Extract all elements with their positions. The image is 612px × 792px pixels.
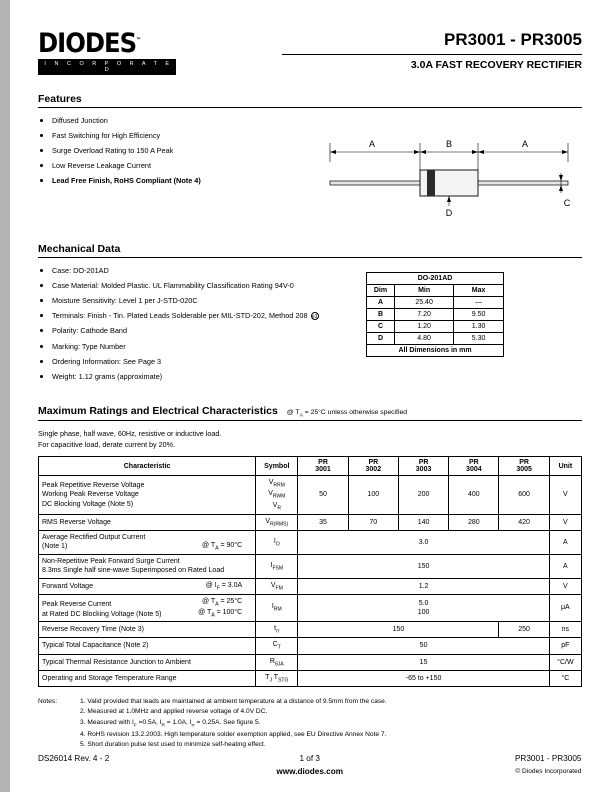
unit-cell: °C — [549, 670, 581, 686]
table-row — [367, 333, 504, 345]
mechanical-item: Polarity: Cathode Band — [38, 326, 366, 335]
note-item: 3. Measured with $I_F =0.5A$, $I_R = 1.0A$, $I_{rr} = 0.25A$. See figure 5. — [80, 718, 261, 729]
mechanical-item-text: Terminals: Finish - Tin. Plated Leads Solderable per MIL-STD-202, Method 208 — [52, 311, 308, 321]
characteristic-cell — [39, 594, 256, 621]
value-cell: 280 — [449, 514, 499, 530]
condition-text: @ $T_A = 90^\circ C$ — [202, 541, 243, 551]
note-item: 5. Short duration pulse test used to minimize self-heating effect. — [80, 741, 266, 749]
value-cell: 3.0 — [298, 530, 549, 554]
value-cell: 15 — [298, 654, 549, 670]
notes-list — [80, 697, 387, 751]
mechanical-item: Case: DO-201AD — [38, 266, 366, 275]
characteristic-text: Forward Voltage — [42, 583, 93, 591]
dimensions-table-header-row — [367, 285, 504, 297]
mechanical-item: Ordering Information: See Page 3 — [38, 357, 366, 366]
mechanical-item: Case Material: Molded Plastic. UL Flammability Classification Rating 94V-0 — [38, 281, 366, 290]
value-cell: 420 — [499, 514, 549, 530]
page-edge-bar — [0, 0, 10, 792]
value-cell: 1.2 — [298, 578, 549, 594]
unit-cell: V — [549, 578, 581, 594]
max-cell: 5.30 — [454, 333, 504, 345]
dim-label-d: D — [445, 208, 453, 218]
diodes-logo — [38, 30, 176, 75]
min-cell: 25.40 — [395, 297, 454, 309]
symbol-cell: $C_T$ — [256, 638, 298, 654]
ratings-intro-line: For capacitive load, derate current by 20%. — [38, 439, 176, 449]
mechanical-list-wrap — [38, 266, 366, 387]
ratings-table — [38, 456, 582, 687]
symbol-cell: $V_{R(RMS)}$ — [256, 514, 298, 530]
footer-right — [400, 754, 581, 776]
col-model-pr3003: PR 3003 — [398, 457, 448, 476]
notes-section — [38, 697, 582, 751]
value-cell: 250 — [499, 622, 549, 638]
footer — [38, 754, 582, 776]
characteristic-cell — [39, 530, 256, 554]
symbol-cell: $V_{RRM}$ $V_{RWM}$ $V_R$ — [256, 476, 298, 515]
max-cell: — — [454, 297, 504, 309]
unit-cell: A — [549, 554, 581, 578]
ratings-row-average-output-current — [39, 530, 582, 554]
trademark-symbol: ™ — [136, 37, 141, 44]
ratings-row-thermal-resistance — [39, 654, 582, 670]
unit-cell: A — [549, 530, 581, 554]
characteristic-cell: Peak Repetitive Reverse Voltage Working Peak Reverse Voltage DC Blocking Voltage (Note 5) — [39, 476, 256, 515]
ratings-intro — [38, 429, 582, 450]
value-cell: 150 — [298, 554, 549, 578]
dimensions-table-title-row — [367, 273, 504, 285]
dimensions-table-footer-row — [367, 345, 504, 357]
condition-text: @ $I_F = 3.0A$ — [205, 581, 243, 592]
ratings-intro-line: Single phase, half wave, 60Hz, resistive or inductive load. — [38, 429, 222, 439]
col-model-pr3004: PR 3004 — [449, 457, 499, 476]
symbol-cell: $I_{RM}$ — [256, 594, 298, 621]
condition-text: @ $T_A = 25^\circ C$ @ $T_A = 100^\circ C$ — [198, 597, 243, 619]
mechanical-item: Moisture Sensitivity: Level 1 per J-STD-020C — [38, 296, 366, 305]
dimensions-table-title: DO-201AD — [367, 273, 504, 285]
table-row — [367, 321, 504, 333]
copyright: © Diodes Incorporated — [515, 768, 582, 775]
mechanical-list — [38, 266, 366, 381]
features-section — [38, 116, 582, 225]
note-item: 4. RoHS revision 13.2.2003. High temperature solder exemption applied, see EU Directive Annex Note 7. — [80, 730, 387, 738]
min-cell: 4.80 — [395, 333, 454, 345]
unit-cell: μA — [549, 594, 581, 621]
characteristic-cell: Reverse Recovery Time (Note 3) — [39, 622, 256, 638]
characteristic-cell: RMS Reverse Voltage — [39, 514, 256, 530]
header — [38, 30, 582, 75]
characteristic-text: Average Rectified Output Current (Note 1) — [42, 533, 146, 551]
value-cell: 50 — [298, 476, 348, 515]
mechanical-heading: Mechanical Data — [38, 243, 582, 258]
dim-cell: B — [367, 309, 395, 321]
feature-item: Diffused Junction — [38, 116, 320, 125]
symbol-cell: $R_{\theta JA}$ — [256, 654, 298, 670]
unit-cell: V — [549, 476, 581, 515]
unit-cell: pF — [549, 638, 581, 654]
page-content — [38, 30, 582, 751]
col-symbol: Symbol — [256, 457, 298, 476]
part-number-footer: PR3001 - PR3005 — [514, 754, 582, 763]
col-characteristic: Characteristic — [39, 457, 256, 476]
value-cell: 150 — [298, 622, 499, 638]
unit-cell: ns — [549, 622, 581, 638]
dimensions-units-note: All Dimensions in mm — [367, 345, 504, 357]
symbol-cell: $t_{rr}$ — [256, 622, 298, 638]
unit-cell: V — [549, 514, 581, 530]
ratings-row-surge-current — [39, 554, 582, 578]
value-cell: 100 — [348, 476, 398, 515]
value-cell: -65 to +150 — [298, 670, 549, 686]
characteristic-cell: Operating and Storage Temperature Range — [39, 670, 256, 686]
ratings-row-rms-voltage — [39, 514, 582, 530]
characteristic-text: Peak Reverse Current at Rated DC Blocking Voltage (Note 5) — [42, 601, 162, 618]
page-indicator: 1 of 3 — [299, 754, 320, 763]
feature-item: Lead Free Finish, RoHS Compliant (Note 4) — [38, 176, 320, 185]
ratings-row-reverse-voltage — [39, 476, 582, 515]
value-cell: 50 — [298, 638, 549, 654]
col-model-pr3001: PR 3001 — [298, 457, 348, 476]
title-block — [282, 30, 582, 71]
features-list — [38, 116, 320, 186]
website-url[interactable]: www.diodes.com — [276, 767, 343, 776]
col-model-pr3005: PR 3005 — [499, 457, 549, 476]
dim-label-a-right: A — [521, 139, 529, 149]
ratings-heading-condition: @ $T_A = 25^\circ C$ unless otherwise specified — [286, 408, 408, 419]
features-list-wrap — [38, 116, 320, 225]
logo-text: DIODES — [38, 28, 137, 59]
dim-cell: C — [367, 321, 395, 333]
package-diagram — [320, 130, 582, 220]
dim-col-header: Dim — [367, 285, 395, 297]
unit-cell: °C/W — [549, 654, 581, 670]
max-cell: 1.30 — [454, 321, 504, 333]
characteristic-cell: Typical Thermal Resistance Junction to Ambient — [39, 654, 256, 670]
mechanical-item: Marking: Type Number — [38, 342, 366, 351]
package-diagram-wrap — [320, 116, 582, 225]
mechanical-section — [38, 266, 582, 387]
ratings-heading-text: Maximum Ratings and Electrical Characteristics — [38, 404, 278, 417]
feature-item: Surge Overload Rating to 150 A Peak — [38, 146, 320, 155]
footer-center — [219, 754, 400, 776]
dim-cell: D — [367, 333, 395, 345]
doc-number: DS26014 Rev. 4 - 2 — [38, 754, 110, 763]
col-model-pr3002: PR 3002 — [348, 457, 398, 476]
characteristic-cell: Typical Total Capacitance (Note 2) — [39, 638, 256, 654]
ratings-row-capacitance — [39, 638, 582, 654]
value-cell: 140 — [398, 514, 448, 530]
part-number-title: PR3001 - PR3005 — [444, 30, 582, 49]
characteristic-cell — [39, 578, 256, 594]
dim-label-a-left: A — [368, 139, 376, 149]
min-cell: 7.20 — [395, 309, 454, 321]
symbol-cell: $V_{FM}$ — [256, 578, 298, 594]
ratings-heading — [38, 405, 582, 421]
mechanical-item — [38, 311, 366, 320]
footer-left — [38, 754, 219, 776]
value-cell: 400 — [449, 476, 499, 515]
ratings-header-row — [39, 457, 582, 476]
max-col-header: Max — [454, 285, 504, 297]
value-cell: 35 — [298, 514, 348, 530]
symbol-cell: $T_J$ $T_{STG}$ — [256, 670, 298, 686]
features-heading: Features — [38, 93, 582, 108]
ratings-row-forward-voltage — [39, 578, 582, 594]
min-col-header: Min — [395, 285, 454, 297]
feature-item: Low Reverse Leakage Current — [38, 161, 320, 170]
ratings-row-temperature-range — [39, 670, 582, 686]
value-cell: 200 — [398, 476, 448, 515]
min-cell: 1.20 — [395, 321, 454, 333]
logo-wordmark — [38, 30, 176, 57]
symbol-cell: $I_O$ — [256, 530, 298, 554]
table-row — [367, 309, 504, 321]
dim-cell: A — [367, 297, 395, 309]
mechanical-item: Weight: 1.12 grams (approximate) — [38, 372, 366, 381]
max-cell: 9.50 — [454, 309, 504, 321]
dimensions-table-wrap — [366, 266, 504, 387]
dim-label-b: B — [445, 139, 453, 149]
ratings-row-reverse-recovery-time — [39, 622, 582, 638]
characteristic-cell: Non-Repetitive Peak Forward Surge Current 8.3ms Single half sine-wave Superimposed on Rated Load — [39, 554, 256, 578]
rohs-e3-icon: e3 — [311, 314, 318, 321]
feature-item: Fast Switching for High Efficiency — [38, 131, 320, 140]
value-cell: 70 — [348, 514, 398, 530]
title-divider — [282, 54, 582, 55]
note-item: 2. Measured at 1.0MHz and applied reverse voltage of 4.0V DC. — [80, 708, 268, 716]
note-item: 1. Valid provided that leads are maintained at ambient temperature at a distance of 9.5mm from the case. — [80, 698, 387, 706]
notes-label: Notes: — [38, 698, 58, 706]
value-cell: 5.0 100 — [298, 594, 549, 621]
table-row — [367, 297, 504, 309]
logo-incorporated-bar: I N C O R P O R A T E D — [38, 59, 176, 75]
symbol-cell: $I_{FSM}$ — [256, 554, 298, 578]
dim-label-c: C — [563, 198, 571, 208]
dimensions-table — [366, 272, 504, 357]
ratings-row-peak-reverse-current — [39, 594, 582, 621]
product-subtitle: 3.0A FAST RECOVERY RECTIFIER — [410, 59, 582, 71]
value-cell: 600 — [499, 476, 549, 515]
col-unit: Unit — [549, 457, 581, 476]
